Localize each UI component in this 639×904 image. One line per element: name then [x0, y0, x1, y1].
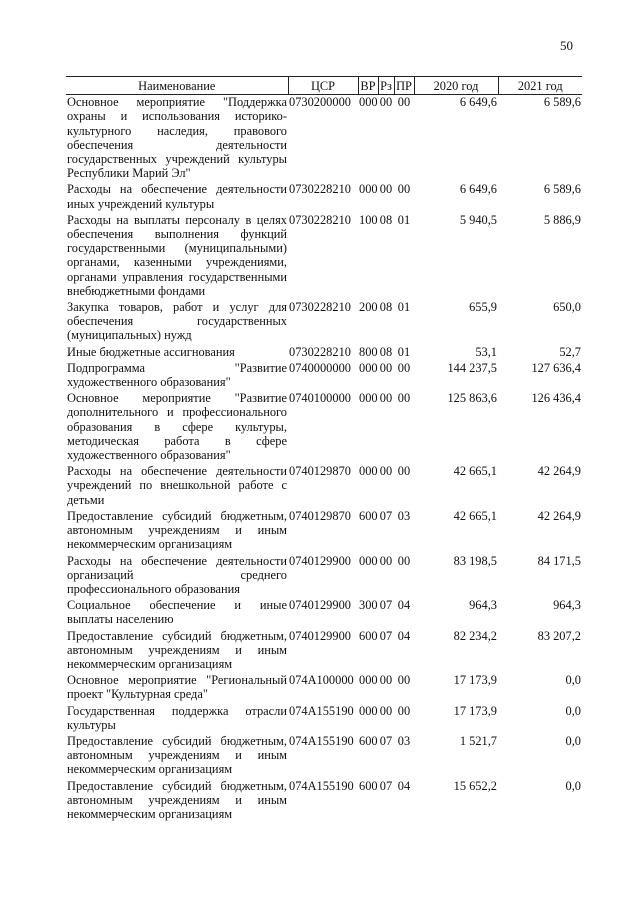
- row-amount-2020: 15 652,2: [453, 778, 497, 793]
- row-name: Социальное обеспечение и иные выплаты населению: [67, 598, 287, 627]
- table-row: [66, 213, 582, 300]
- row-vr: 000: [359, 391, 378, 406]
- row-rz: 08: [379, 212, 393, 227]
- row-amount-2020: 42 665,1: [453, 508, 497, 523]
- row-rz: 00: [379, 360, 393, 375]
- row-csr: 074A100000: [289, 673, 354, 688]
- table-row: [66, 345, 582, 361]
- row-amount-2021: 127 636,4: [531, 360, 581, 375]
- row-rz: 07: [379, 598, 393, 613]
- table-row: [66, 629, 582, 674]
- row-amount-2021: 0,0: [565, 703, 581, 718]
- header-2021: 2021 год: [498, 77, 582, 95]
- row-vr: 200: [359, 300, 378, 315]
- row-name: Расходы на обеспечение деятельности учреждений по внешкольной работе с детьми: [67, 464, 287, 507]
- row-pr: 03: [397, 733, 411, 748]
- table-row: [66, 391, 582, 464]
- row-pr: 00: [397, 464, 411, 479]
- row-vr: 600: [359, 628, 378, 643]
- row-vr: 600: [359, 508, 378, 523]
- row-name: Закупка товаров, работ и услуг для обеспечения государственных (муниципальных) нужд: [67, 300, 287, 343]
- row-rz: 07: [379, 628, 393, 643]
- row-name: Расходы на обеспечение деятельности иных учреждений культуры: [67, 182, 287, 211]
- row-csr: 0740129900: [289, 553, 351, 568]
- row-rz: 08: [379, 300, 393, 315]
- row-vr: 300: [359, 598, 378, 613]
- row-vr: 000: [359, 360, 378, 375]
- row-amount-2021: 84 171,5: [537, 553, 581, 568]
- row-amount-2020: 5 940,5: [459, 212, 497, 227]
- row-vr: 000: [359, 553, 378, 568]
- table-header-row: [66, 77, 582, 95]
- row-pr: 00: [397, 182, 411, 197]
- table-row: [66, 464, 582, 509]
- table-row: [66, 704, 582, 734]
- row-vr: 000: [359, 464, 378, 479]
- row-amount-2021: 42 264,9: [537, 508, 581, 523]
- row-name: Расходы на обеспечение деятельности организаций среднего профессионального образования: [67, 553, 287, 596]
- row-pr: 04: [397, 628, 411, 643]
- row-csr: 0740100000: [289, 391, 351, 406]
- table-row: [66, 300, 582, 345]
- row-pr: 03: [397, 508, 411, 523]
- row-rz: 00: [379, 553, 393, 568]
- row-rz: 00: [379, 703, 393, 718]
- row-amount-2021: 42 264,9: [537, 464, 581, 479]
- row-name: Расходы на выплаты персоналу в целях обеспечения выполнения функций государственными (муниципальными) органами, казенными учреждениями, органами управления государственными внебюджетными фондами: [67, 212, 287, 298]
- table-row: [66, 509, 582, 554]
- row-csr: 0740129900: [289, 598, 351, 613]
- row-pr: 01: [397, 300, 411, 315]
- row-amount-2020: 83 198,5: [453, 553, 497, 568]
- row-name: Подпрограмма "Развитие художественного образования": [67, 360, 287, 390]
- row-amount-2021: 964,3: [553, 598, 581, 613]
- row-amount-2020: 144 237,5: [447, 360, 497, 375]
- row-amount-2021: 126 436,4: [531, 391, 581, 406]
- row-amount-2020: 82 234,2: [453, 628, 497, 643]
- row-pr: 00: [397, 95, 411, 110]
- row-amount-2020: 6 649,6: [459, 182, 497, 197]
- row-vr: 100: [359, 212, 378, 227]
- row-pr: 01: [397, 344, 411, 359]
- row-csr: 0740129900: [289, 628, 351, 643]
- row-rz: 07: [379, 778, 393, 793]
- row-csr: 0740129870: [289, 464, 351, 479]
- row-pr: 00: [397, 673, 411, 688]
- row-csr: 0730200000: [289, 95, 351, 110]
- row-name: Государственная поддержка отрасли культуры: [67, 703, 287, 732]
- row-vr: 800: [359, 344, 378, 359]
- row-name: Основное мероприятие "Региональный проект "Культурная среда": [67, 673, 287, 702]
- row-amount-2020: 6 649,6: [459, 95, 497, 110]
- row-amount-2020: 655,9: [469, 300, 497, 315]
- row-amount-2021: 0,0: [565, 733, 581, 748]
- row-rz: 00: [379, 391, 393, 406]
- row-name: Предоставление субсидий бюджетным, автономным учреждениям и иным некоммерческим организациям: [67, 628, 287, 671]
- budget-table: [66, 76, 582, 823]
- row-rz: 00: [379, 673, 393, 688]
- row-csr: 074A155190: [289, 733, 354, 748]
- header-rz: Рз: [378, 77, 394, 95]
- table-row: [66, 554, 582, 599]
- row-amount-2020: 17 173,9: [453, 673, 497, 688]
- row-amount-2021: 6 589,6: [543, 182, 581, 197]
- row-vr: 000: [359, 95, 378, 110]
- row-pr: 00: [397, 553, 411, 568]
- row-pr: 04: [397, 598, 411, 613]
- header-pr: ПР: [394, 77, 414, 95]
- row-csr: 0740129870: [289, 508, 351, 523]
- row-name: Иные бюджетные ассигнования: [67, 344, 235, 359]
- row-csr: 074A155190: [289, 703, 354, 718]
- row-name: Предоставление субсидий бюджетным, автономным учреждениям и иным некоммерческим организациям: [67, 778, 287, 821]
- row-amount-2021: 83 207,2: [537, 628, 581, 643]
- row-pr: 04: [397, 778, 411, 793]
- row-amount-2021: 0,0: [565, 778, 581, 793]
- row-name: Основное мероприятие "Развитие дополнительного и профессионального образования в сфере культуры, методическая работа в сфере художественного образования": [67, 391, 287, 463]
- row-rz: 00: [379, 182, 393, 197]
- row-amount-2021: 52,7: [559, 344, 581, 359]
- table-row: [66, 673, 582, 703]
- row-rz: 07: [379, 733, 393, 748]
- table-row: [66, 95, 582, 183]
- header-csr: ЦСР: [288, 77, 358, 95]
- row-amount-2021: 5 886,9: [543, 212, 581, 227]
- row-rz: 07: [379, 508, 393, 523]
- row-amount-2020: 125 863,6: [447, 391, 497, 406]
- row-amount-2020: 53,1: [475, 344, 497, 359]
- row-pr: 00: [397, 391, 411, 406]
- row-amount-2021: 0,0: [565, 673, 581, 688]
- row-name: Предоставление субсидий бюджетным, автономным учреждениям и иным некоммерческим организациям: [67, 508, 287, 552]
- row-vr: 000: [359, 182, 378, 197]
- table-row: [66, 361, 582, 391]
- header-2020: 2020 год: [414, 77, 498, 95]
- table-row: [66, 734, 582, 779]
- row-amount-2020: 42 665,1: [453, 464, 497, 479]
- table-row: [66, 779, 582, 824]
- row-pr: 00: [397, 360, 411, 375]
- row-vr: 000: [359, 703, 378, 718]
- row-pr: 00: [397, 703, 411, 718]
- row-pr: 01: [397, 212, 411, 227]
- row-csr: 0730228210: [289, 212, 351, 227]
- row-amount-2020: 17 173,9: [453, 703, 497, 718]
- row-vr: 600: [359, 733, 378, 748]
- row-vr: 000: [359, 673, 378, 688]
- row-amount-2020: 964,3: [469, 598, 497, 613]
- row-name: Предоставление субсидий бюджетным, автономным учреждениям и иным некоммерческим организациям: [67, 733, 287, 777]
- table-row: [66, 182, 582, 212]
- page-number: 50: [560, 38, 573, 53]
- row-rz: 00: [379, 464, 393, 479]
- row-amount-2021: 650,0: [553, 300, 581, 315]
- header-vr: ВР: [358, 77, 378, 95]
- row-amount-2020: 1 521,7: [459, 733, 497, 748]
- row-name: Основное мероприятие "Поддержка охраны и использования историко-культурного наследия, правового обеспечения деятельности государственных учреждений культуры Республики Марий Эл": [67, 95, 287, 181]
- table-row: [66, 598, 582, 628]
- header-name: Наименование: [66, 77, 288, 95]
- row-csr: 0740000000: [289, 360, 351, 375]
- row-amount-2021: 6 589,6: [543, 95, 581, 110]
- row-csr: 0730228210: [289, 182, 351, 197]
- row-rz: 00: [379, 95, 393, 110]
- row-vr: 600: [359, 778, 378, 793]
- row-csr: 0730228210: [289, 300, 351, 315]
- row-rz: 08: [379, 344, 393, 359]
- row-csr: 0730228210: [289, 344, 351, 359]
- row-csr: 074A155190: [289, 778, 354, 793]
